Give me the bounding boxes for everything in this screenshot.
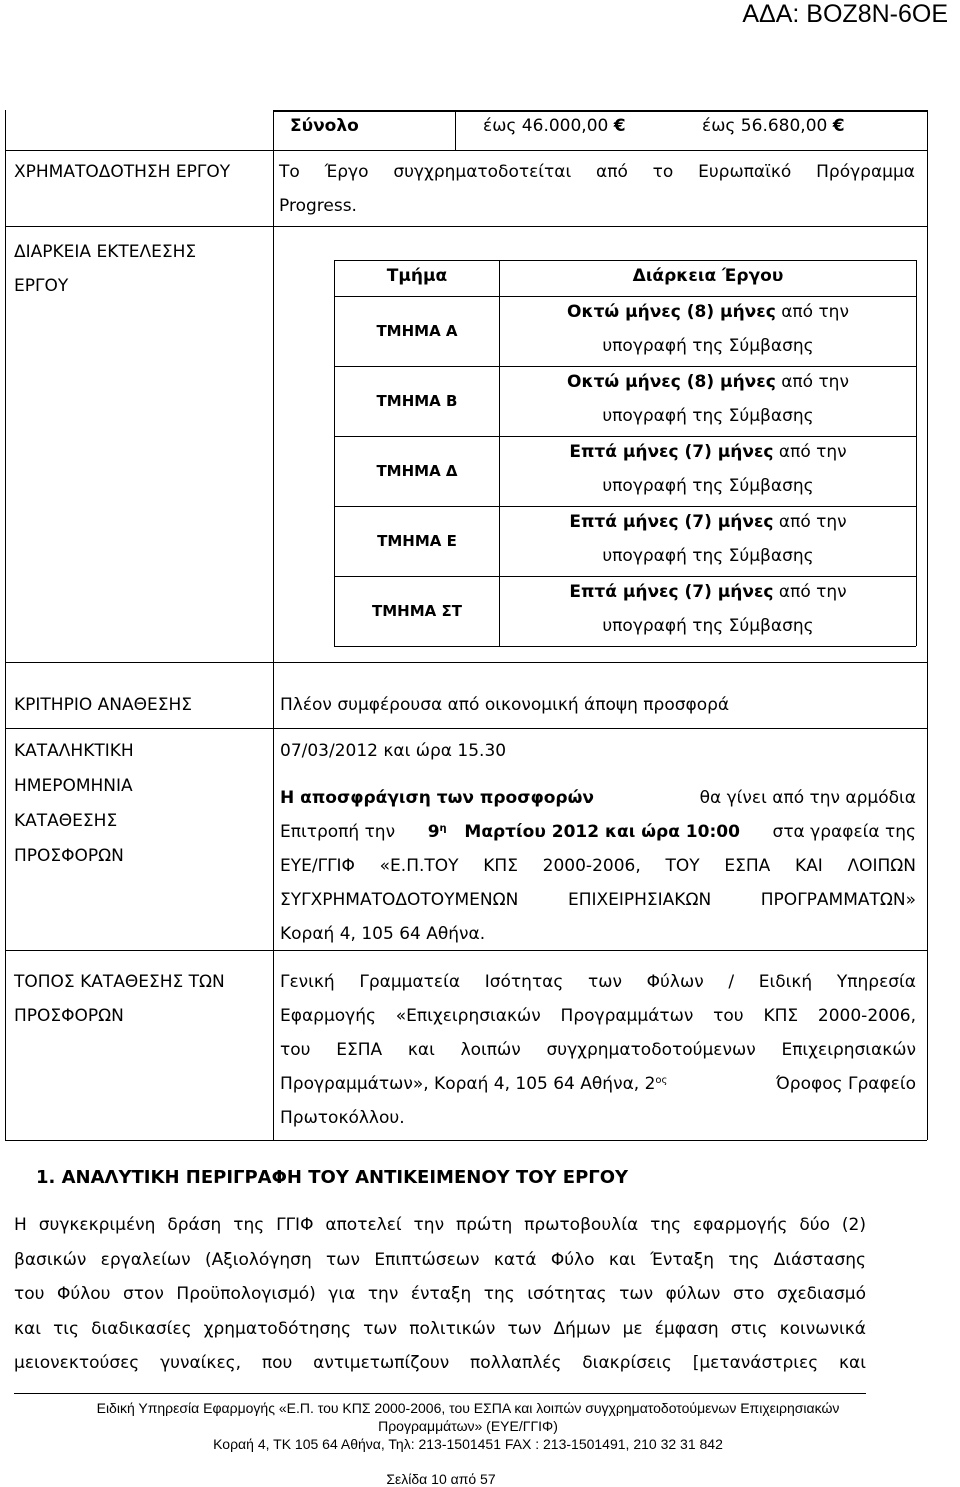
place-line1: Γενική Γραμματεία Ισότητας των Φύλων / Ειδική Υπηρεσία	[280, 972, 916, 992]
opening-day-sup: η	[439, 823, 447, 834]
duration-months: Επτά μήνες (7) μήνες	[569, 442, 774, 462]
opening-line5: Κοραή 4, 105 64 Αθήνα.	[280, 924, 486, 944]
euro-sign: €	[613, 116, 626, 136]
place-line4-a	[280, 1074, 667, 1094]
duration-months: Επτά μήνες (7) μήνες	[569, 582, 774, 602]
opening-line3: ΕΥΕ/ΓΓΙΦ «Ε.Π.ΤΟΥ ΚΠΣ 2000-2006, ΤΟΥ ΕΣΠΑ ΚΑΙ ΛΟΙΠΩΝ	[280, 856, 916, 876]
duration-col-section: Τμήμα	[386, 266, 448, 286]
duration-section-cell: ΤΜΗΜΑ Β	[376, 392, 458, 410]
duration-text-line2: υπογραφή της Σύμβασης	[602, 406, 814, 426]
total-b-value: έως 56.680,00	[702, 116, 828, 136]
duration-text-line2: υπογραφή της Σύμβασης	[602, 476, 814, 496]
deadline-date: 07/03/2012 και ώρα 15.30	[280, 741, 507, 761]
euro-sign: €	[832, 116, 845, 136]
deadline-label-line3: ΚΑΤΑΘΕΣΗΣ	[14, 811, 118, 831]
duration-text-line1	[500, 512, 916, 532]
place-line2: Εφαρμογής «Επιχειρησιακών Προγραμμάτων του ΚΠΣ 2000-2006,	[280, 1006, 916, 1026]
duration-col-duration: Διάρκεια Έργου	[632, 266, 784, 286]
body-line-3: του Φύλου στον Προϋπολογισμό) για την ένταξη της ισότητας των φύλων στο σχεδιασμό	[14, 1284, 866, 1304]
duration-from: από την	[775, 302, 849, 322]
page-number: Σελίδα 10 από 57	[386, 1471, 496, 1487]
body-line-4: και τις διαδικασίες χρηματοδότησης των πολιτικών των Δήμων με έμφαση στις κοινωνικά	[14, 1319, 866, 1339]
deadline-label-line1: ΚΑΤΑΛΗΚΤΙΚΗ	[14, 741, 134, 761]
duration-section-cell: ΤΜΗΜΑ Δ	[376, 462, 458, 480]
ada-code: ΑΔΑ: ΒΟΖ8Ν-6ΟΕ	[742, 0, 948, 28]
duration-section-cell: ΤΜΗΜΑ ΣΤ	[372, 602, 462, 620]
opening-bold: Η αποσφράγιση των προσφορών	[280, 788, 594, 808]
opening-rest: θα γίνει από την αρμόδια	[699, 788, 916, 808]
place-line4	[280, 1074, 916, 1094]
duration-text-line2: υπογραφή της Σύμβασης	[602, 546, 814, 566]
place-label-line2: ΠΡΟΣΦΟΡΩΝ	[14, 1006, 124, 1026]
funding-text-line1: Το Έργο συγχρηματοδοτείται από το Ευρωπαϊκό Πρόγραμμα	[279, 162, 915, 182]
criterion-text: Πλέον συμφέρουσα από οικονομική άποψη προσφορά	[280, 695, 730, 715]
duration-text-line1	[500, 442, 916, 462]
opening-line4: ΣΥΓΧΡΗΜΑΤΟΔΟΤΟΥΜΕΝΩΝ ΕΠΙΧΕΙΡΗΣΙΑΚΩΝ ΠΡΟΓΡΑΜΜΑΤΩΝ»	[280, 890, 916, 910]
opening-place: στα γραφεία της	[772, 822, 916, 842]
place-label-line1: ΤΟΠΟΣ ΚΑΤΑΘΕΣΗΣ ΤΩΝ	[14, 972, 225, 992]
duration-text-line1	[500, 372, 916, 392]
total-label: Σύνολο	[290, 116, 359, 136]
duration-section-cell: ΤΜΗΜΑ Α	[376, 322, 458, 340]
total-a	[483, 116, 626, 136]
duration-label-line2: ΕΡΓΟΥ	[14, 276, 69, 296]
section-heading: 1. ΑΝΑΛΥΤΙΚΗ ΠΕΡΙΓΡΑΦΗ ΤΟΥ ΑΝΤΙΚΕΙΜΕΝΟΥ ΤΟΥ ΕΡΓΟΥ	[36, 1167, 629, 1188]
opening-line2	[280, 822, 916, 842]
funding-text-line2: Progress.	[279, 196, 357, 216]
opening-date-rest: Μαρτίου 2012 και ώρα 10:00	[464, 822, 740, 842]
duration-from: από την	[775, 372, 849, 392]
place-line3: του ΕΣΠΑ και λοιπών συγχρηματοδοτούμενων Επιχειρησιακών	[280, 1040, 916, 1060]
body-line-5: μειονεκτούσες γυναίκες, που αντιμετωπίζουν πολλαπλές διακρίσεις [μετανάστριες και	[14, 1353, 866, 1373]
total-b	[702, 116, 845, 136]
duration-label-line1: ΔΙΑΡΚΕΙΑ ΕΚΤΕΛΕΣΗΣ	[14, 242, 197, 262]
opening-day: 9	[427, 822, 440, 842]
deadline-label-line4: ΠΡΟΣΦΟΡΩΝ	[14, 846, 124, 866]
place-line4-b: Όροφος Γραφείο	[775, 1074, 916, 1094]
body-line-1: Η συγκεκριμένη δράση της ΓΓΙΦ αποτελεί την πρώτη πρωτοβουλία της εφαρμογής δύο (2)	[14, 1215, 866, 1235]
footer-line1: Ειδική Υπηρεσία Εφαρμογής «Ε.Π. του ΚΠΣ 2000-2006, του ΕΣΠΑ και λοιπών συγχρηματοδοτούμενων Επιχειρησιακών	[96, 1400, 840, 1416]
opening-line1	[280, 788, 916, 808]
duration-from: από την	[773, 512, 847, 532]
duration-section-cell: ΤΜΗΜΑ Ε	[377, 532, 457, 550]
duration-months: Οκτώ μήνες (8) μήνες	[567, 372, 776, 392]
place-address: Προγραμμάτων», Κοραή 4, 105 64 Αθήνα, 2	[280, 1074, 656, 1094]
criterion-label: ΚΡΙΤΗΡΙΟ ΑΝΑΘΕΣΗΣ	[14, 695, 192, 715]
duration-from: από την	[773, 442, 847, 462]
deadline-label-line2: ΗΜΕΡΟΜΗΝΙΑ	[14, 776, 133, 796]
opening-committee: Επιτροπή την	[280, 822, 396, 842]
duration-text-line1	[500, 582, 916, 602]
footer-rule	[14, 1393, 866, 1394]
place-line5: Πρωτοκόλλου.	[280, 1108, 405, 1128]
footer-line3: Κοραή 4, ΤΚ 105 64 Αθήνα, Τηλ: 213-1501451 FAX : 213-1501491, 210 32 31 842	[213, 1436, 723, 1452]
duration-months: Επτά μήνες (7) μήνες	[569, 512, 774, 532]
duration-text-line1	[500, 302, 916, 322]
duration-from: από την	[773, 582, 847, 602]
duration-text-line2: υπογραφή της Σύμβασης	[602, 616, 814, 636]
duration-months: Οκτώ μήνες (8) μήνες	[567, 302, 776, 322]
duration-text-line2: υπογραφή της Σύμβασης	[602, 336, 814, 356]
footer-line2: Προγραμμάτων» (ΕΥΕ/ΓΓΙΦ)	[378, 1418, 558, 1434]
body-line-2: βασικών εργαλείων (Αξιολόγηση των Επιπτώσεων κατά Φύλο και Ένταξη της Διάστασης	[14, 1250, 866, 1270]
floor-sup: ος	[655, 1075, 668, 1086]
funding-label: ΧΡΗΜΑΤΟΔΟΤΗΣΗ ΕΡΓΟΥ	[14, 162, 231, 182]
opening-date	[428, 822, 740, 842]
total-a-value: έως 46.000,00	[483, 116, 609, 136]
